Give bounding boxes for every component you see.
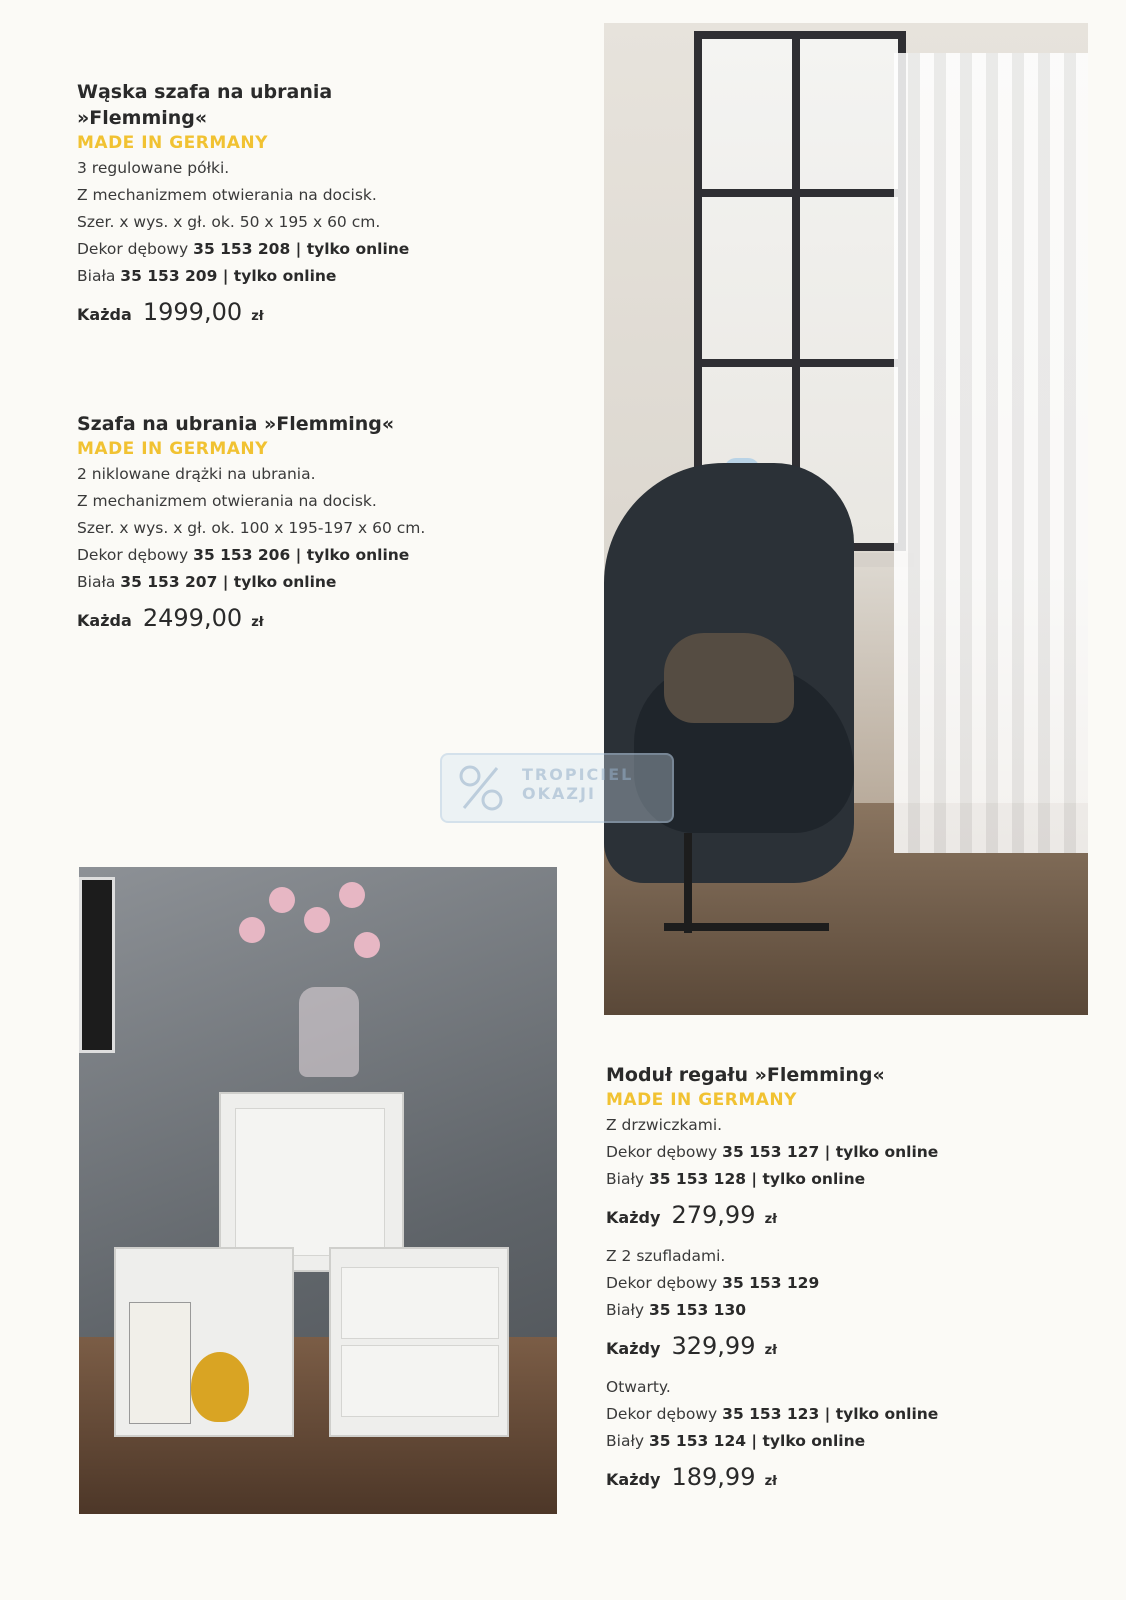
module-drawers	[329, 1247, 509, 1437]
variant-oak: Dekor dębowy 35 153 127 | tylko online	[606, 1143, 939, 1161]
variant-oak: Dekor dębowy 35 153 208 | tylko online	[77, 240, 410, 258]
throw-blanket	[664, 633, 794, 723]
price: 329,99	[671, 1332, 756, 1360]
price-row: Każdy 189,99 zł	[606, 1463, 777, 1491]
price: 279,99	[671, 1201, 756, 1229]
magazines	[129, 1302, 191, 1424]
variant-white: Biały 35 153 128 | tylko online	[606, 1170, 866, 1188]
variant-white: Biały 35 153 124 | tylko online	[606, 1432, 866, 1450]
wall-picture	[79, 877, 115, 1053]
yellow-vase	[191, 1352, 249, 1422]
product-wardrobe	[77, 411, 425, 632]
product-title: Wąska szafa na ubrania »Flemming«	[77, 81, 333, 129]
variant-oak: Dekor dębowy 35 153 206 | tylko online	[77, 546, 410, 564]
variant-oak: Dekor dębowy 35 153 123 | tylko online	[606, 1405, 939, 1423]
price-row: Każda 2499,00 zł	[77, 604, 264, 632]
option-open	[606, 1374, 938, 1491]
product-wardrobe-narrow	[77, 79, 409, 326]
made-in-germany-label: MADE IN GERMANY	[77, 133, 268, 153]
shelf-modules-photo	[79, 867, 557, 1514]
product-description-line: 2 niklowane drążki na ubrania.	[77, 465, 316, 483]
watermark-logo: TROPICIEL OKAZJI	[440, 753, 674, 823]
product-description-line: Z mechanizmem otwierania na docisk.	[77, 186, 377, 204]
option-description: Otwarty.	[606, 1378, 671, 1396]
armchair-leg	[684, 833, 692, 933]
price: 189,99	[671, 1463, 756, 1491]
variant-white: Biały 35 153 130	[606, 1301, 747, 1319]
price-row: Każdy 279,99 zł	[606, 1201, 777, 1229]
product-title: Moduł regału »Flemming«	[606, 1064, 885, 1086]
product-description-line: 3 regulowane półki.	[77, 159, 230, 177]
armchair-base	[664, 923, 829, 931]
product-description-line: Szer. x wys. x gł. ok. 50 x 195 x 60 cm.	[77, 213, 381, 231]
option-drawers	[606, 1243, 938, 1360]
product-title: Szafa na ubrania »Flemming«	[77, 413, 395, 435]
price-row: Każdy 329,99 zł	[606, 1332, 777, 1360]
product-description-line: Szer. x wys. x gł. ok. 100 x 195-197 x 60 cm.	[77, 519, 426, 537]
price: 1999,00	[142, 298, 243, 326]
white-curtain	[894, 53, 1088, 853]
made-in-germany-label: MADE IN GERMANY	[77, 439, 268, 459]
variant-white: Biała 35 153 207 | tylko online	[77, 573, 337, 591]
product-shelf-module	[606, 1062, 938, 1491]
option-description: Z drzwiczkami.	[606, 1116, 723, 1134]
made-in-germany-label: MADE IN GERMANY	[606, 1090, 797, 1110]
percent-icon	[452, 758, 512, 818]
product-description-line: Z mechanizmem otwierania na docisk.	[77, 492, 377, 510]
option-with-door	[606, 1112, 938, 1229]
cherry-blossom-branches	[229, 877, 389, 997]
variant-oak: Dekor dębowy 35 153 129	[606, 1274, 820, 1292]
module-with-door	[219, 1092, 404, 1272]
option-description: Z 2 szufladami.	[606, 1247, 726, 1265]
price: 2499,00	[142, 604, 243, 632]
variant-white: Biała 35 153 209 | tylko online	[77, 267, 337, 285]
price-row: Każda 1999,00 zł	[77, 298, 264, 326]
glass-vase	[299, 987, 359, 1077]
armchair-room-photo	[604, 23, 1088, 1015]
